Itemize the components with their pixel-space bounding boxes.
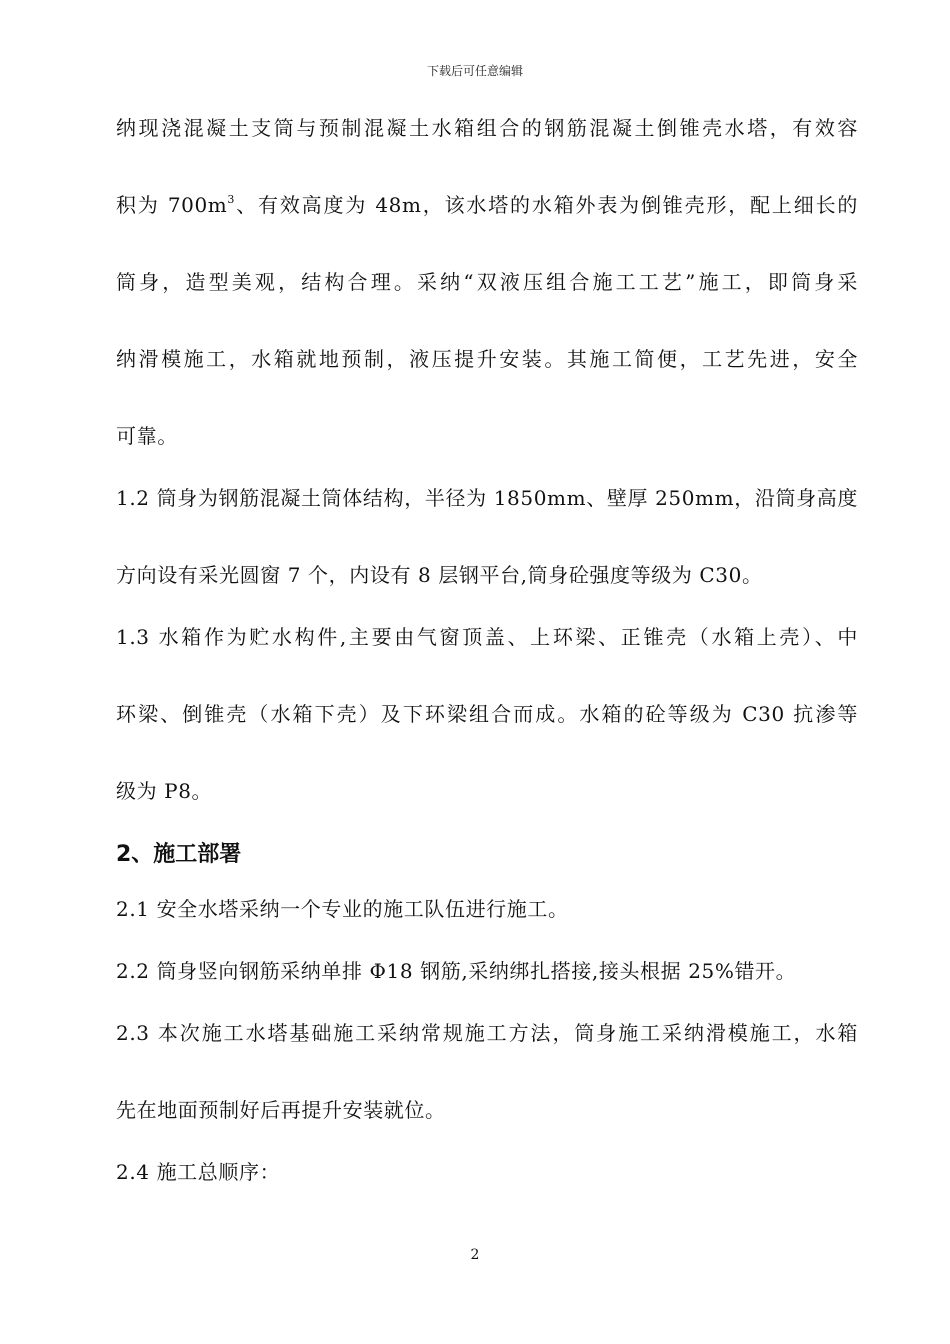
- text-line: 1.3 水箱作为贮水构件,主要由气窗顶盖、上环梁、正锥壳（水箱上壳）、中: [116, 625, 858, 649]
- text-line: 环梁、倒锥壳（水箱下壳）及下环梁组合而成。水箱的砼等级为 C30 抗渗等: [116, 702, 858, 726]
- text-line: 1.2 筒身为钢筋混凝土筒体结构，半径为 1850mm、壁厚 250mm，沿筒身高度: [116, 486, 858, 510]
- text-line: 级为 P8。: [116, 779, 213, 803]
- header-note: 下载后可任意编辑: [426, 64, 523, 78]
- list-item: 2.2 筒身竖向钢筋采纳单排 Φ18 钢筋,采纳绑扎搭接,接头根据 25%错开。: [116, 959, 797, 983]
- text-line: 纳现浇混凝土支筒与预制混凝土水箱组合的钢筋混凝土倒锥壳水塔，有效容: [116, 116, 858, 140]
- paragraph-1-2: [116, 478, 858, 595]
- text-line: 可靠。: [116, 424, 178, 448]
- page-number: 2: [470, 1247, 480, 1263]
- document-body: [116, 108, 858, 1192]
- paragraph-1-1: [116, 108, 858, 456]
- superscript: 3: [227, 193, 235, 206]
- section-heading: 2、施工部署: [116, 842, 242, 867]
- text-line: 方向设有采光圆窗 7 个，内设有 8 层钢平台,筒身砼强度等级为 C30。: [116, 563, 763, 587]
- list-item: 2.4 施工总顺序：: [116, 1160, 281, 1184]
- text-segment: 、有效高度为 48m，该水塔的水箱外表为倒锥壳形，配上细长的: [234, 193, 858, 217]
- text-line: 纳滑模施工，水箱就地预制，液压提升安装。其施工简便，工艺先进，安全: [116, 347, 858, 371]
- paragraph-1-3: [116, 617, 858, 811]
- list-item: 2.1 安全水塔采纳一个专业的施工队伍进行施工。: [116, 897, 569, 921]
- text-line: [116, 185, 858, 225]
- text-segment: 积为 700m: [116, 193, 228, 217]
- list-item: [116, 1013, 858, 1130]
- text-line: 筒身，造型美观，结构合理。采纳“双液压组合施工工艺”施工，即筒身采: [116, 270, 858, 294]
- text-line: 2.3 本次施工水塔基础施工采纳常规施工方法，筒身施工采纳滑模施工，水箱: [116, 1021, 858, 1045]
- text-line: 先在地面预制好后再提升安装就位。: [116, 1098, 446, 1122]
